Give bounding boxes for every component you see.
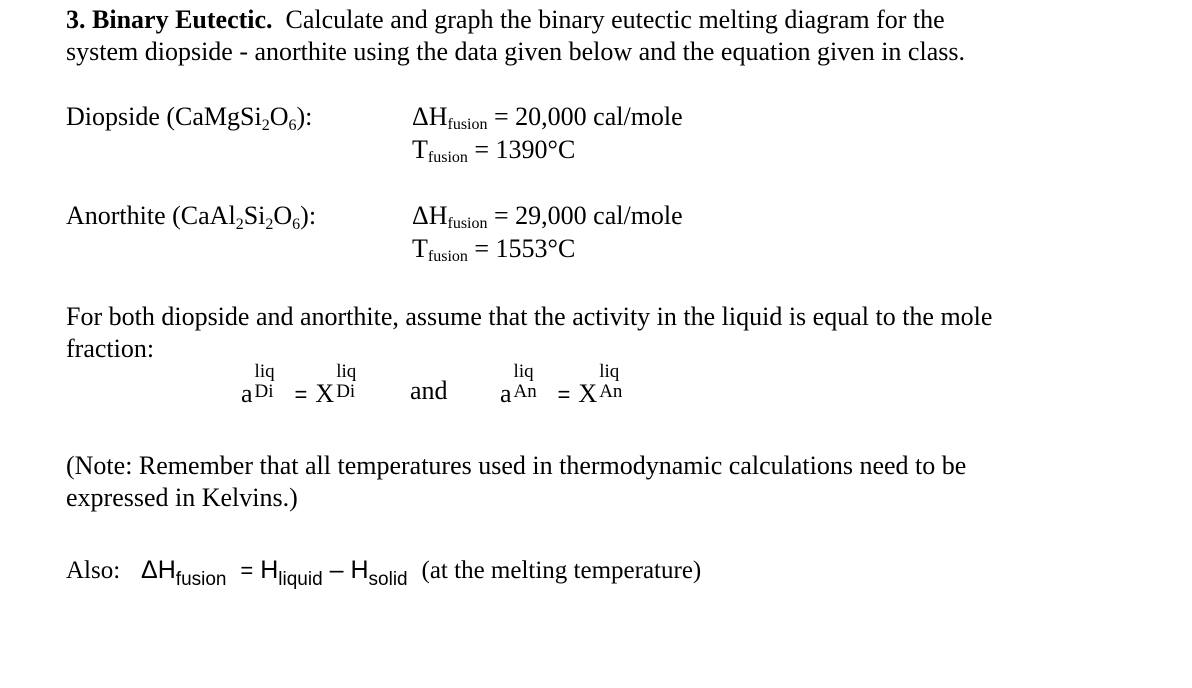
note-paragraph (66, 450, 966, 514)
diopside-o: O (269, 102, 289, 131)
minus-sign: – (329, 556, 344, 584)
h-liquid-symbol: H (260, 556, 279, 584)
anorthite-si: Si (243, 201, 266, 230)
diopside-label (66, 102, 312, 132)
sub-di: Di (254, 381, 274, 402)
also-equation (66, 556, 702, 590)
sub-di: Di (336, 381, 356, 402)
also-tail: (at the melting temperature) (421, 557, 702, 584)
problem-title: 3. Binary Eutectic. (66, 5, 273, 34)
anorthite-o: O (273, 201, 293, 230)
intro-text-1: Calculate and graph the binary eutectic melting diagram for the (285, 5, 945, 34)
dh-value: = 29,000 cal/mole (487, 201, 683, 230)
t-sub: fusion (427, 248, 468, 265)
dh-symbol: ΔH (412, 102, 448, 131)
activity-a: a (500, 379, 512, 408)
mole-fraction-x: X (315, 379, 335, 408)
dh-symbol: ΔH (141, 556, 176, 584)
assumption-line-1: For both diopside and anorthite, assume that the activity in the liquid is equal to the mole (66, 302, 993, 331)
sub-solid: solid (368, 569, 408, 590)
anorthite-label (66, 201, 316, 231)
and-connector: and (410, 376, 448, 405)
activity-equation-an (500, 361, 635, 409)
dh-sub-fusion: fusion (175, 569, 227, 590)
sub-an: An (513, 381, 537, 402)
equals-sign: = (557, 382, 571, 407)
intro-line-1 (66, 4, 965, 36)
note-line-2: expressed in Kelvins.) (66, 483, 298, 512)
anorthite-tfusion (412, 234, 575, 264)
anorthite-sub-2a: 2 (235, 216, 244, 233)
assumption-paragraph (66, 301, 992, 365)
diopside-dh (412, 102, 683, 132)
anorthite-name: Anorthite (CaAl (66, 201, 236, 230)
diopside-tfusion (412, 135, 575, 165)
intro-line-2: system diopside - anorthite using the data given below and the equation given in class. (66, 37, 965, 66)
anorthite-dh (412, 201, 683, 231)
also-label: Also: (66, 557, 121, 584)
sub-an: An (599, 381, 623, 402)
anorthite-sub-2b: 2 (265, 216, 274, 233)
problem-intro (66, 4, 965, 68)
h-solid-symbol: H (350, 556, 369, 584)
diopside-name: Diopside (CaMgSi (66, 102, 262, 131)
diopside-suffix: ): (296, 102, 313, 131)
sup-liq: liq (599, 361, 620, 382)
activity-a-scripts (253, 361, 287, 402)
sup-liq: liq (513, 361, 534, 382)
t-sub: fusion (427, 149, 468, 166)
equals-sign: = (240, 558, 254, 583)
sup-liq: liq (254, 361, 275, 382)
activity-a-scripts (512, 361, 550, 402)
t-symbol: T (412, 234, 428, 263)
dh-sub: fusion (447, 116, 488, 133)
activity-a: a (241, 379, 253, 408)
diopside-sub-6: 6 (288, 117, 297, 134)
dh-symbol: ΔH (412, 201, 448, 230)
sub-liquid: liquid (278, 569, 323, 590)
note-line-1: (Note: Remember that all temperatures used in thermodynamic calculations need to be (66, 451, 967, 480)
diopside-sub-2: 2 (261, 117, 270, 134)
equals-sign: = (294, 382, 308, 407)
t-value: = 1553°C (467, 234, 576, 263)
activity-equation-di (241, 361, 368, 409)
mole-fraction-scripts (334, 361, 368, 402)
assumption-line-2: fraction: (66, 334, 155, 363)
t-value: = 1390°C (467, 135, 576, 164)
dh-value: = 20,000 cal/mole (487, 102, 683, 131)
anorthite-sub-6: 6 (292, 216, 301, 233)
anorthite-suffix: ): (300, 201, 317, 230)
t-symbol: T (412, 135, 428, 164)
mole-fraction-scripts (597, 361, 635, 402)
sup-liq: liq (336, 361, 357, 382)
dh-sub: fusion (447, 215, 488, 232)
mole-fraction-x: X (578, 379, 598, 408)
